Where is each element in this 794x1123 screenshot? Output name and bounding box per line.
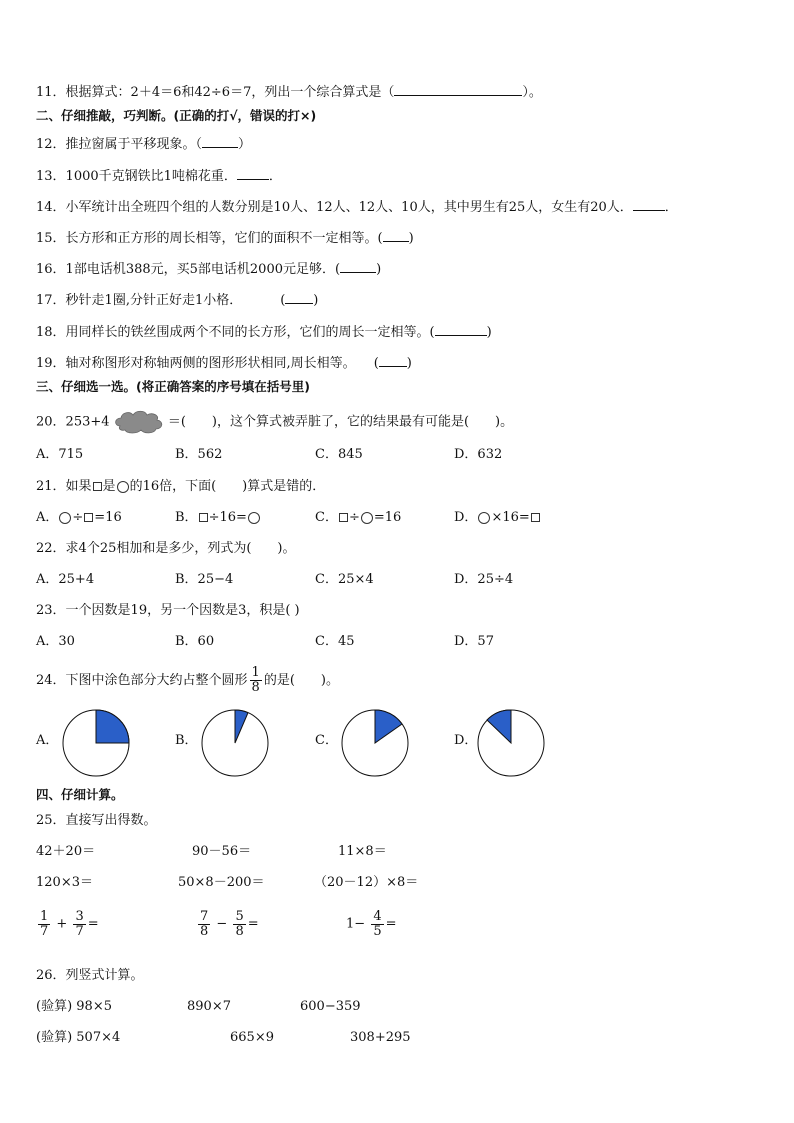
q14-answer-blank[interactable] <box>633 197 665 211</box>
q16-end: ) <box>376 262 382 277</box>
q21-text-a: 21．如果 <box>36 479 92 494</box>
operator: + <box>56 916 68 932</box>
q24-text-a: 24．下图中涂色部分大约占整个圆形 <box>36 673 248 688</box>
q13-end: ． <box>268 169 282 184</box>
q24-text-b: 的是( )。 <box>263 673 339 688</box>
q12-answer-blank[interactable] <box>202 134 238 148</box>
q22-option-c[interactable]: C．25×4 <box>315 572 374 587</box>
question-12 <box>36 134 251 154</box>
q13-answer-blank[interactable] <box>237 166 269 180</box>
q24-option-a-label: A． <box>36 733 59 748</box>
q18-end: ) <box>486 325 492 340</box>
q21-option-b[interactable] <box>175 509 261 527</box>
question-18 <box>36 322 492 342</box>
q19-answer-blank[interactable] <box>379 353 407 367</box>
section-3-heading: 三、仔细选一选。(将正确答案的序号填在括号里) <box>36 379 310 394</box>
q26-item: 308+295 <box>350 1030 411 1045</box>
q17-end: ) <box>313 293 319 308</box>
denominator: 5 <box>373 924 382 939</box>
q25-fraction-item <box>36 910 99 939</box>
q22-option-b[interactable]: B．25−4 <box>175 572 234 587</box>
q24-option-d-label: D． <box>454 733 478 748</box>
q24-option-b-label: B． <box>175 733 198 748</box>
q15-answer-blank[interactable] <box>383 228 409 242</box>
q21-a-prefix: A． <box>36 510 59 525</box>
q23-option-b[interactable]: B．60 <box>175 634 215 649</box>
q21-a-result: =16 <box>94 510 122 525</box>
q21-option-d[interactable] <box>454 509 541 527</box>
q21-c-result: =16 <box>373 510 402 525</box>
denominator: 7 <box>75 924 84 939</box>
q21-option-a[interactable] <box>36 509 122 527</box>
q16-text: 16．1部电话机388元，买5部电话机2000元足够．( <box>36 262 341 277</box>
operator: − <box>216 916 228 932</box>
question-19 <box>36 353 412 373</box>
numerator: 7 <box>200 909 209 924</box>
q20-text-a: 20．253+4 <box>36 414 110 430</box>
q11-num: 11． <box>36 85 66 100</box>
question-20 <box>36 410 513 434</box>
q21-c-op: ÷ <box>348 510 360 525</box>
question-16 <box>36 259 381 279</box>
q22-option-d[interactable]: D．25÷4 <box>454 572 514 587</box>
q24-denominator: 8 <box>251 680 260 695</box>
equals: = <box>385 916 397 932</box>
square-symbol-icon <box>339 513 348 522</box>
q23-option-c[interactable]: C．45 <box>315 634 355 649</box>
q15-end: ) <box>408 231 414 246</box>
q17-text: 17．秒针走1圈,分针正好走1小格． <box>36 293 243 308</box>
q26-item: 600−359 <box>300 999 361 1014</box>
question-17 <box>36 290 318 310</box>
circle-symbol-icon <box>361 512 373 524</box>
question-13 <box>36 166 282 186</box>
q26-item: 890×7 <box>187 999 231 1014</box>
q11-text: 根据算式：2＋4＝6和42÷6＝7，列出一个综合算式是（ <box>65 85 395 100</box>
q24-fraction <box>250 666 262 695</box>
question-22: 22．求4个25相加和是多少，列式为( )。 <box>36 541 296 556</box>
q19-open: ( <box>373 356 379 371</box>
denominator: 7 <box>40 924 49 939</box>
section-2-heading: 二、仔细推敲，巧判断。(正确的打√，错误的打×) <box>36 108 317 123</box>
q11-text-end: ）。 <box>522 85 542 100</box>
q25-item: 90－56＝ <box>192 844 252 859</box>
q11-answer-blank[interactable] <box>394 82 522 96</box>
q25-fraction-item <box>346 910 397 939</box>
q24-option-b-pie[interactable] <box>199 707 271 779</box>
circle-symbol-icon <box>59 512 71 524</box>
q24-numerator: 1 <box>251 665 260 680</box>
q25-item: 120×3＝ <box>36 875 93 890</box>
q19-end: ) <box>406 356 412 371</box>
q25-item: 50×8－200＝ <box>178 875 265 890</box>
equals: = <box>87 916 99 932</box>
q22-option-a[interactable]: A．25+4 <box>36 572 95 587</box>
square-symbol-icon <box>199 513 208 522</box>
numerator: 4 <box>373 909 382 924</box>
q24-option-c-label: C． <box>315 733 338 748</box>
q21-option-c[interactable] <box>315 509 401 527</box>
question-24 <box>36 666 339 695</box>
q21-text-b: 是 <box>102 479 116 494</box>
square-symbol-icon <box>531 513 540 522</box>
q21-c-prefix: C． <box>315 510 338 525</box>
q26-item: (验算) 507×4 <box>36 1030 121 1045</box>
q20-text-b: ＝( )，这个算式被弄脏了，它的结果最有可能是( )。 <box>167 414 514 430</box>
question-14 <box>36 197 678 217</box>
square-symbol-icon <box>93 482 102 491</box>
denominator: 8 <box>200 924 209 939</box>
q18-text: 18．用同样长的铁丝围成两个不同的长方形，它们的周长一定相等。( <box>36 325 435 340</box>
question-15 <box>36 228 414 248</box>
q24-option-d-pie[interactable] <box>475 707 547 779</box>
question-23: 23．一个因数是19，另一个因数是3，积是( ) <box>36 603 300 618</box>
circle-symbol-icon <box>478 512 490 524</box>
q16-answer-blank[interactable] <box>340 259 376 273</box>
question-11 <box>36 82 542 102</box>
question-26: 26．列竖式计算。 <box>36 968 144 983</box>
q25-item: （20－12）×8＝ <box>314 875 419 890</box>
circle-symbol-icon <box>248 512 260 524</box>
q19-text: 19．轴对称图形对称轴两侧的图形形状相同,周长相等。 <box>36 356 356 371</box>
q21-d-prefix: D． <box>454 510 478 525</box>
q25-item: 42＋20＝ <box>36 844 96 859</box>
q14-end: ． <box>664 200 678 215</box>
q25-fraction-item <box>196 910 259 939</box>
q20-option-c[interactable]: C．845 <box>315 447 363 462</box>
operand: 1− <box>346 916 366 932</box>
q23-option-a[interactable]: A．30 <box>36 634 75 649</box>
q21-b-op: ÷16= <box>208 510 247 525</box>
q12-text: 12．推拉窗属于平移现象。（ <box>36 137 203 152</box>
q20-option-d[interactable]: D．632 <box>454 447 503 462</box>
denominator: 8 <box>235 924 244 939</box>
smudge-cloud-icon <box>114 410 164 434</box>
q17-answer-blank[interactable] <box>285 290 313 304</box>
q20-option-a[interactable]: A．715 <box>36 447 84 462</box>
q17-open: ( <box>280 293 286 308</box>
q25-item: 11×8＝ <box>338 844 387 859</box>
section-4-heading: 四、仔细计算。 <box>36 787 124 802</box>
q21-b-prefix: B． <box>175 510 198 525</box>
equals: = <box>247 916 259 932</box>
q12-end: ） <box>238 137 252 152</box>
q21-d-op: ×16= <box>491 510 530 525</box>
q20-option-b[interactable]: B．562 <box>175 447 223 462</box>
q21-a-op: ÷ <box>72 510 84 525</box>
q14-text: 14．小军统计出全班四个组的人数分别是10人、12人、12人、10人，其中男生有25人，女生有20人． <box>36 200 633 215</box>
q24-option-a-pie[interactable] <box>60 707 132 779</box>
q13-text: 13．1000千克钢铁比1吨棉花重． <box>36 169 237 184</box>
numerator: 1 <box>40 909 49 924</box>
numerator: 5 <box>235 909 244 924</box>
q23-option-d[interactable]: D．57 <box>454 634 494 649</box>
q18-answer-blank[interactable] <box>435 322 487 336</box>
question-21 <box>36 478 325 496</box>
q26-item: (验算) 98×5 <box>36 999 112 1014</box>
question-25: 25．直接写出得数。 <box>36 813 157 828</box>
q15-text: 15．长方形和正方形的周长相等，它们的面积不一定相等。( <box>36 231 383 246</box>
q26-item: 665×9 <box>230 1030 274 1045</box>
numerator: 3 <box>75 909 84 924</box>
square-symbol-icon <box>84 513 93 522</box>
q24-option-c-pie[interactable] <box>339 707 411 779</box>
q21-text-c: 的16倍，下面( )算式是错的． <box>129 479 326 494</box>
circle-symbol-icon <box>117 481 129 493</box>
